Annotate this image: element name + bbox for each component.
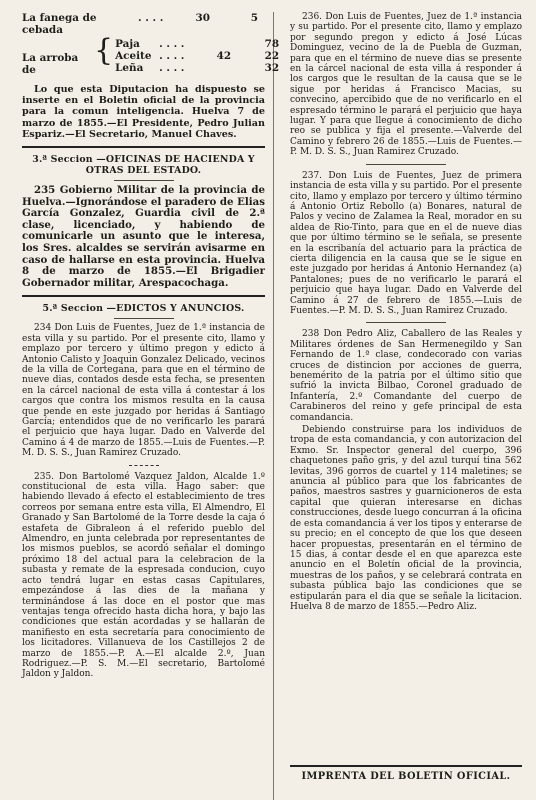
price-value-2: 78 bbox=[264, 38, 280, 50]
notice-237: 237. Don Luis de Fuentes, Juez de primera instancia de esta villa y su partido. Por el presente cito, llamo y emplazo por tercero y último término á Antonio Ortiz Rebollo (a) Bonares, natural de Palos y vecino de Zalamea la Real, morador en su aldea de Rio-Tinto, para que en el de nueve dias que por último término se le señala, se presente en la escribanía del actuario para la práctica de cierta diligencia en la causa que se le sigue en este juzgado por heridas á Antonio Hernandez (a) Pantalones; pues de no verificarlo le parará el perjuicio que haya lugar. Dado en Valverde del Camino á 27 de febrero de 1855.—Luis de Fuentes.—P. M. D. S. S., Juan Ramirez Cruzado. bbox=[290, 170, 522, 316]
separator-rule bbox=[366, 164, 446, 165]
columns bbox=[22, 12, 522, 800]
left-column bbox=[22, 12, 280, 800]
price-sub-lena bbox=[115, 62, 279, 74]
heading-underline bbox=[114, 180, 174, 181]
price-subname: Leña bbox=[115, 62, 144, 74]
price-dots: . . . . bbox=[159, 38, 185, 50]
imprenta-footer: IMPRENTA DEL BOLETIN OFICIAL. bbox=[290, 765, 522, 782]
price-value-2: 22 bbox=[264, 50, 280, 62]
notice-235-gobierno: 235 Gobierno Militar de la provincia de Huelva.—Ignorándose el paradero de Elias García Gonzalez, Guardia civil de 2.ª clase, licenciado, y habiendo de comunicarle un asunto que le interesa, los Sres. alcaldes se servirán avisarme en caso de hallarse en esta provincia. Huelva 8 de marzo de 1855.—El Brigadier Gobernador militar, Arespacochaga. bbox=[22, 184, 265, 289]
price-row-cebada bbox=[22, 12, 265, 36]
price-value-2: 32 bbox=[264, 62, 280, 74]
price-dots: . . . . bbox=[159, 62, 185, 74]
price-value-1: 30 bbox=[195, 12, 210, 24]
price-subname: Aceite bbox=[115, 50, 152, 62]
price-dots: . . . . bbox=[138, 12, 164, 24]
section-heading-5: 5.ª Seccion —EDICTOS Y ANUNCIOS. bbox=[42, 303, 245, 315]
price-label: La fanega de cebada bbox=[22, 12, 97, 36]
section-rule bbox=[22, 146, 265, 148]
section-heading-3: 3.ª Seccion —OFICINAS DE HACIENDA Y OTRAS DEL ESTADO. bbox=[32, 154, 255, 177]
price-sublist bbox=[115, 38, 279, 74]
notice-238: 238 Don Pedro Aliz, Caballero de las Reales y Militares órdenes de San Hermenegildo y San Fernando de 1.ª clase, condecorado con varias cruces de distincion por acciones de guerra, benemérito de la patria por el último sitio que sufrió la invicta Bilbao, Coronel graduado de Infantería, 2.º Comandante del cuerpo de Carabineros del reino y gefe principal de esta comandancia. bbox=[290, 329, 522, 423]
right-column bbox=[286, 12, 522, 800]
price-sub-paja bbox=[115, 38, 279, 50]
notice-235-alcalde: 235. Don Bartolomé Vazquez Jaldon, Alcalde 1.º constitucional de esta villa. Hago saber: que habiendo llevado á efecto el establecimiento de tres correos por semana entre esta villa, El Almendro, El Granado y San Bartolomé de la Torre desde la caja ó estafeta de Gibraleon á el referido pueblo del Almendro, en junta celebrada por representantes de los mismos pueblos, se acordó señalar el domingo próximo 18 del actual para la celebracion de la subasta y remate de la espresada conducion, cuyo acto tendrá lugar en estas casas Capitulares, empezándose á las dies de la mañana y terminándose á las doce en el postor que mas ventajas tenga ofrecido hasta dicha hora, y bajo las condiciones que están acordadas y se hallarán de manifiesto en esta secretaría para conocimiento de los licitadores. Villanueva de los Castillejos 2 de marzo de 1855.—P. A.—El alcalde 2.º, Juan Rodriguez.—P. S. M.—El secretario, Bartolomé Jaldon y Jaldon. bbox=[22, 471, 265, 680]
price-subname: Paja bbox=[115, 38, 140, 50]
notice-234: 234 Don Luis de Fuentes, Juez de 1.ª instancia de esta villa y su partido. Por el presente cito, llamo y emplazo por tercero y último pregon y edicto á Antonio Calisto y Joaquin Gonzalez Delicado, vecinos de la villa de Cortegana, para que en el término de nueve dias, contados desde esta fecha, se presenten en la cárcel nacional de esta villa á contestar á los cargos que contra los mismos resulta en la causa que pende en este juzgado por heridas á Santiago García; entendidos que de no verificarlo les parará el perjuicio que haya lugar. Dado en Valverde del Camino á 4 de marzo de 1855.—Luis de Fuentes.—P. M. D. S. S., Juan Ramirez Cruzado. bbox=[22, 323, 265, 459]
price-table bbox=[22, 12, 280, 76]
notice-236: 236. Don Luis de Fuentes, Juez de 1.ª instancia y su partido. Por el presente cito, llamo y emplazo por segundo pregon y edicto á José Lúcas Dominguez, vecino de la de Puebla de Guzman, para que en el término de nueve dias se presente en la cárcel nacional de esta villa á responder á los cargos que le resultan de la causa que se le sigue por heridas á Francisco Macias, su convecino, apercibido que de no verificarlo en el espresado término le parará el perjuicio que haya lugar. Y para que llegue á conocimiento de dicho reo se publica y fija el presente.—Valverde del Camino y febrero 26 de 1855.—Luis de Fuentes.—P. M. D. S. S., Juan Ramirez Cruzado. bbox=[290, 12, 522, 158]
price-value-1: 42 bbox=[216, 50, 232, 62]
price-sub-aceite bbox=[115, 50, 279, 62]
price-label: La arroba de bbox=[22, 52, 79, 76]
heading-underline bbox=[114, 318, 174, 319]
notice-238-body: Debiendo construirse para los individuos de tropa de esta comandancia, y con autorizacion del Exmo. Sr. Inspector general del cuerpo, 396 chaquetones paño gris, y del azul turquí tina 562 levitas, 396 gorros de cuartel y 114 maletines; se anuncia al público para que los fabricantes de paños, maestros sastres y guarnicioneros de esta capital que quieran interesarse en dichas construcciones, desde luego concurran á la oficina de esta comandancia á ver los tipos y enterarse de su precio; en el concepto de que los que deseen hacer propuestas, presentarán en el término de 15 dias, á contar desde el en que aparezca este anuncio en el Boletín oficial de la provincia, muestras de los paños, y se celebrará contrata en subasta pública bajo las condiciones que se estipularán para el dia que se señale la licitacion. Huelva 8 de marzo de 1855.—Pedro Aliz. bbox=[290, 425, 522, 612]
separator-dashes bbox=[129, 465, 159, 466]
separator-rule bbox=[366, 322, 446, 323]
price-value-2: 5 bbox=[250, 12, 258, 24]
section-rule bbox=[22, 295, 265, 297]
brace: { bbox=[94, 33, 114, 68]
price-row-arroba bbox=[22, 33, 280, 76]
diputacion-paragraph: Lo que esta Diputacion ha dispuesto se inserte en el Boletin oficial de la provincia para la comun inteligencia. Huelva 7 de marzo de 1855.—El Presidente, Pedro Julian Espariz.—El Secretario, Manuel Chaves. bbox=[22, 84, 265, 140]
price-dots: . . . . bbox=[159, 50, 185, 62]
